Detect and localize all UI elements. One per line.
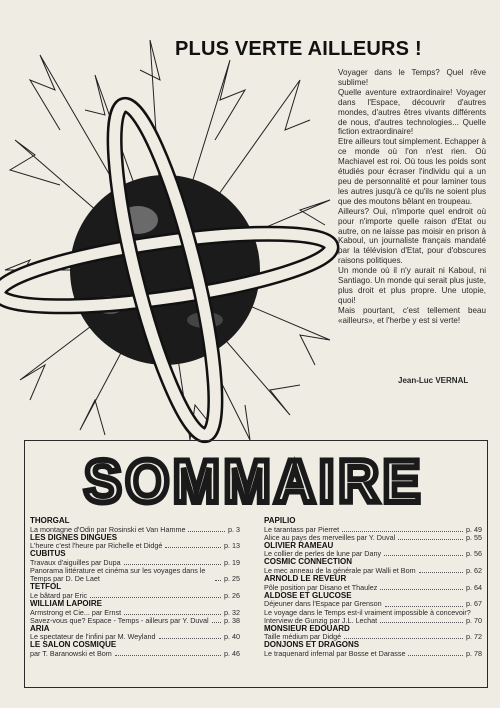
toc-section xyxy=(264,558,482,575)
toc-entry-text: Taille médium par Didgé xyxy=(264,632,342,642)
dot-leader xyxy=(419,572,463,573)
toc-page-number: p. 56 xyxy=(466,549,482,559)
toc-page-number: p. 40 xyxy=(224,632,240,642)
toc-entry-text: Déjeuner dans l'Espace par Grenson xyxy=(264,599,382,609)
toc-entry xyxy=(30,617,240,625)
paragraph: Un monde où il n'y aurait ni Kaboul, ni Santiago. Un monde qui serait plus juste, plus droit et plus propre. Une utopie, quoi! xyxy=(338,266,486,305)
toc-entry-text: Armstrong et Cie... par Ernst xyxy=(30,607,122,617)
dot-leader xyxy=(188,531,225,532)
toc-section xyxy=(30,583,240,600)
dot-leader xyxy=(342,531,463,532)
dot-leader xyxy=(124,564,221,565)
toc-section-title: COSMIC CONNECTION xyxy=(264,557,352,567)
svg-text:SOMMAIRE: SOMMAIRE xyxy=(84,450,424,512)
toc-page-number: p. 67 xyxy=(466,599,482,609)
toc-section-title: MONSIEUR EDOUARD xyxy=(264,623,350,633)
toc-section xyxy=(30,534,240,551)
toc-section xyxy=(30,517,240,534)
toc-section-title: LE SALON COSMIQUE xyxy=(30,640,117,650)
toc-left-column xyxy=(30,517,240,658)
toc-entry-text: Le bâtard par Eric xyxy=(30,590,88,600)
toc-section-title: THORGAL xyxy=(30,516,70,525)
toc-section-title: ALDOSE ET GLUCOSE xyxy=(264,590,352,600)
toc-section-title: PAPILIO xyxy=(264,516,296,525)
toc-section xyxy=(264,592,482,625)
toc-entry xyxy=(30,650,240,658)
toc-entry-text: Alice au pays des merveilles par Y. Duval xyxy=(264,532,396,542)
dot-leader xyxy=(380,589,463,590)
toc-page-number: p. 70 xyxy=(466,615,482,625)
dot-leader xyxy=(115,655,221,656)
paragraph: Quelle aventure extraordinaire! Voyager dans l'Espace, découvrir d'autres mondes, d'autres êtres vivants différents de nous, d'autres technologies... Quelle fiction extraordinaire! xyxy=(338,87,486,137)
toc-section-title: LES DIGNES DINGUES xyxy=(30,532,118,542)
paragraph: Voyager dans le Temps? Quel rêve sublime! xyxy=(338,68,486,87)
toc-entry-text: Le mec anneau de la générale par Walli et Bom xyxy=(264,566,416,576)
dot-leader xyxy=(165,547,221,548)
sommaire-title xyxy=(78,450,430,512)
toc-section-title: DONJONS ET DRAGONS xyxy=(264,640,360,650)
toc-right-column xyxy=(264,517,482,658)
toc-entry-text: Savez-vous que? Espace - Temps - ailleurs par Y. Duval xyxy=(30,615,209,625)
dot-leader xyxy=(159,638,222,639)
toc-section xyxy=(30,641,240,658)
dot-leader xyxy=(398,539,463,540)
toc-entry-text: par T. Baranowski et Bom xyxy=(30,649,112,658)
dot-leader xyxy=(215,580,221,581)
dot-leader xyxy=(380,622,463,623)
toc-page-number: p. 49 xyxy=(466,524,482,534)
toc-entry-text: Pôle position par Disano et Thaulez xyxy=(264,582,378,592)
toc-entry-text: La montagne d'Odin par Rosinski et Van Hamme xyxy=(30,524,186,534)
toc-page-number: p. 72 xyxy=(466,632,482,642)
toc-section-title: ARNOLD LE REVEUR xyxy=(264,574,347,584)
toc-section xyxy=(264,517,482,542)
paragraph: Ailleurs? Oui, n'importe quel endroit où pour n'importe quelle raison d'Etat ou autre, on ne laisse pas moisir en prison à Kaboul, un journaliste français mandaté par la télévision d'Etat, pour d'obscures raisons politiques. xyxy=(338,206,486,266)
toc-entry-text: Le collier de perles de lune par Dany xyxy=(264,549,382,559)
toc-entry-text: Le traquenard infernal par Bosse et Darasse xyxy=(264,649,406,658)
toc-section xyxy=(264,641,482,658)
dot-leader xyxy=(124,614,221,615)
planet-illustration xyxy=(0,20,340,445)
toc-section-title: OLIVIER RAMEAU xyxy=(264,540,334,550)
dot-leader xyxy=(344,638,463,639)
toc-section xyxy=(264,542,482,559)
toc-page-number: p. 64 xyxy=(466,582,482,592)
toc-entry-text: Panorama littérature et cinéma sur les voyages dans le Temps par D. De Laet xyxy=(30,566,206,584)
toc-page-number: p. 19 xyxy=(224,557,240,567)
toc-page-number: p. 62 xyxy=(466,566,482,576)
toc-page-number: p. 25 xyxy=(224,574,240,584)
toc-page-number: p. 3 xyxy=(228,524,240,534)
dot-leader xyxy=(212,622,221,623)
author-signature: Jean-Luc VERNAL xyxy=(398,376,469,385)
toc-section-title: ARIA xyxy=(30,623,50,633)
editorial-text xyxy=(338,68,486,326)
toc-section xyxy=(30,550,240,583)
toc-entry-text: L'heure c'est l'heure par Richelle et Didgé xyxy=(30,541,163,551)
toc-section xyxy=(30,600,240,625)
toc-entry-text: Travaux d'aiguilles par Dupa xyxy=(30,557,121,567)
paragraph: Mais pourtant, c'est tellement beau «ailleurs», et l'herbe y est si verte! xyxy=(338,305,486,325)
toc-page-number: p. 38 xyxy=(224,615,240,625)
toc-entry xyxy=(30,567,240,583)
toc-page-number: p. 26 xyxy=(224,590,240,600)
toc-section xyxy=(264,625,482,642)
paragraph: Etre ailleurs tout simplement. Echapper à ce monde où l'on n'est rien. Où Machiavel est roi. Où tous les poids sont étudiés pour écraser l'individu qui a un peu de personnalité et pour laminer tous les autres jusqu'à ce qu'ils ne soient plus que des moutons bêlant en troupeau. xyxy=(338,137,487,206)
toc-entry-text: Le tarantass par Pierret xyxy=(264,524,340,534)
toc-page-number: p. 46 xyxy=(224,649,240,658)
toc-section-title: WILLIAM LAPOIRE xyxy=(30,598,102,608)
toc-page-number: p. 78 xyxy=(466,649,482,658)
dot-leader xyxy=(90,597,221,598)
dot-leader xyxy=(408,655,463,656)
toc-section-title: TETFOL xyxy=(30,582,62,592)
dot-leader xyxy=(385,606,463,607)
toc-entry xyxy=(264,650,482,658)
toc-section xyxy=(30,625,240,642)
toc-section xyxy=(264,575,482,592)
toc-entry-text: Le voyage dans le Temps est-il vraiment impossible à concevoir? xyxy=(264,607,471,617)
toc-page-number: p. 55 xyxy=(466,532,482,542)
dot-leader xyxy=(384,555,463,556)
toc-page-number: p. 32 xyxy=(224,607,240,617)
toc-entry-text: Le spectateur de l'infini par M. Weyland xyxy=(30,632,156,642)
article-headline: PLUS VERTE AILLEURS ! xyxy=(175,38,422,60)
toc-entry-text: Interview de Gunzig par J.L. Lechat xyxy=(264,615,378,625)
toc-section-title: CUBITUS xyxy=(30,549,66,559)
toc-page-number: p. 13 xyxy=(224,541,240,551)
